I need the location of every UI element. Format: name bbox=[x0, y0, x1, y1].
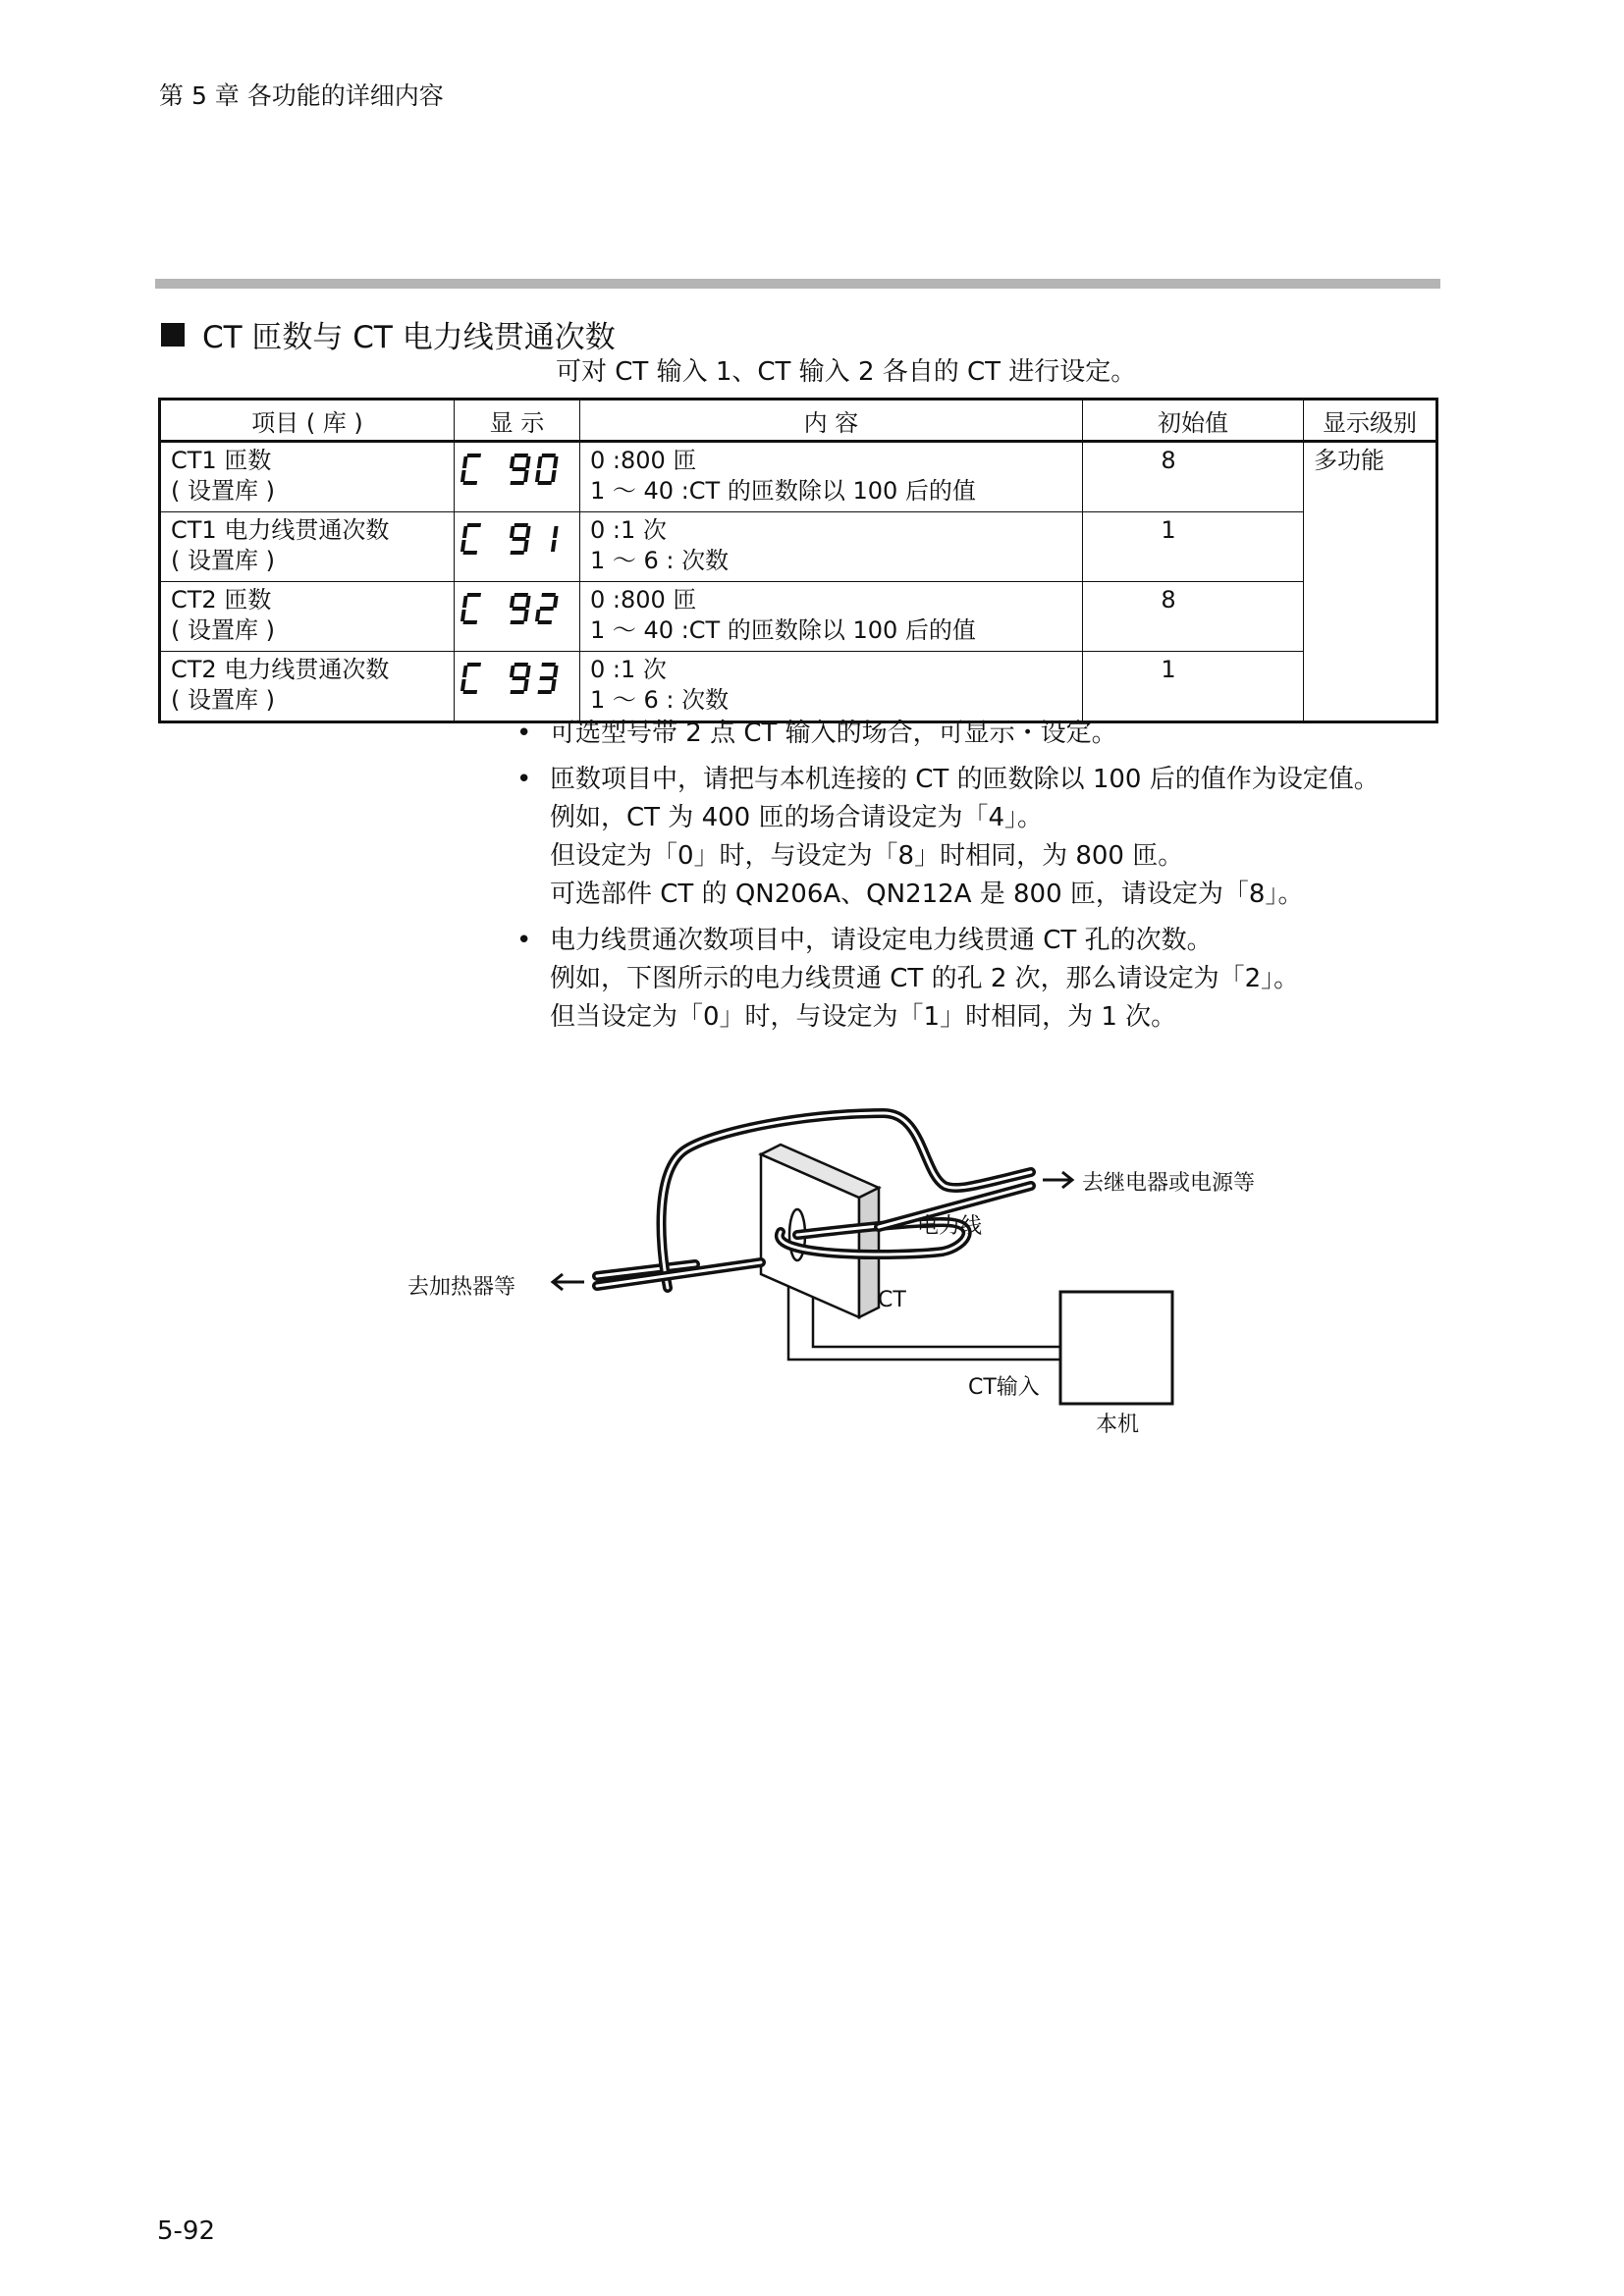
initial-value-cell: 8 bbox=[1083, 582, 1304, 652]
section-title-text: CT 匝数与 CT 电力线贯通次数 bbox=[202, 320, 616, 355]
segment-bar bbox=[551, 679, 557, 691]
header-initial: 初始值 bbox=[1083, 400, 1304, 442]
table-header-row bbox=[160, 400, 1437, 442]
content-line-1: 0 :1 次 bbox=[590, 516, 667, 544]
controller-unit-box bbox=[1060, 1292, 1172, 1404]
content-cell bbox=[580, 512, 1083, 582]
segment-bar bbox=[460, 610, 466, 621]
segment-bar bbox=[525, 526, 531, 538]
item-bank: ( 设置库 ) bbox=[171, 547, 275, 574]
segment-bar bbox=[525, 456, 531, 468]
label-to-heater: 去加热器等 bbox=[407, 1275, 516, 1300]
segment-bar bbox=[511, 551, 525, 555]
segment-bar bbox=[538, 690, 553, 694]
segment-digit bbox=[460, 663, 481, 694]
segment-bar bbox=[462, 666, 468, 677]
ct-wiring-diagram bbox=[393, 1090, 1316, 1453]
segment-digit bbox=[535, 593, 559, 624]
table-row bbox=[160, 442, 1437, 512]
segment-bar bbox=[463, 690, 478, 694]
note-item bbox=[513, 715, 1380, 753]
segment-bar bbox=[523, 470, 529, 482]
segment-bar bbox=[538, 620, 553, 624]
label-to-relay: 去继电器或电源等 bbox=[1082, 1171, 1256, 1196]
table-row bbox=[160, 512, 1437, 582]
segment-bar bbox=[466, 593, 481, 597]
segment-bar bbox=[512, 676, 526, 680]
label-ct-input: CT输入 bbox=[968, 1375, 1040, 1400]
segment-bar bbox=[553, 526, 559, 538]
header-item: 项目 ( 库 ) bbox=[160, 400, 455, 442]
segment-bar bbox=[511, 620, 525, 624]
section-intro: 可对 CT 输入 1、CT 输入 2 各自的 CT 进行设定。 bbox=[556, 357, 1137, 387]
segment-bar bbox=[525, 666, 531, 677]
note-line: 可选型号带 2 点 CT 输入的场合，可显示・设定。 bbox=[550, 719, 1117, 748]
segment-bar bbox=[463, 551, 478, 555]
content-cell bbox=[580, 442, 1083, 512]
item-name: CT2 匝数 bbox=[171, 586, 272, 614]
notes-list bbox=[513, 715, 1380, 1044]
header-level: 显示级别 bbox=[1304, 400, 1437, 442]
note-bullet: • bbox=[516, 719, 532, 748]
content-line-2: 1 ～ 6 : 次数 bbox=[590, 686, 730, 714]
content-line-1: 0 :800 匝 bbox=[590, 447, 697, 474]
page-number: 5-92 bbox=[157, 2216, 216, 2246]
segment-bar bbox=[523, 610, 529, 621]
segment-bar bbox=[512, 467, 526, 471]
initial-value-cell: 1 bbox=[1083, 512, 1304, 582]
segment-bar bbox=[514, 593, 528, 597]
segment-bar bbox=[523, 540, 529, 552]
segment-display bbox=[459, 518, 567, 560]
segment-bar bbox=[541, 593, 556, 597]
item-bank: ( 设置库 ) bbox=[171, 477, 275, 505]
segment-bar bbox=[460, 540, 466, 552]
segment-digit bbox=[551, 526, 559, 552]
segment-bar bbox=[541, 454, 556, 457]
note-line: 可选部件 CT 的 QN206A、QN212A 是 800 匝，请设定为「8」。 bbox=[550, 880, 1304, 909]
header-content: 内 容 bbox=[580, 400, 1083, 442]
segment-digit bbox=[508, 454, 531, 485]
segment-bar bbox=[551, 540, 557, 552]
segment-display bbox=[459, 449, 567, 490]
parameter-table bbox=[158, 398, 1438, 723]
item-cell bbox=[160, 512, 455, 582]
initial-value-cell: 1 bbox=[1083, 652, 1304, 722]
table-row bbox=[160, 582, 1437, 652]
segment-bar bbox=[535, 470, 541, 482]
segment-digit bbox=[460, 523, 481, 555]
item-name: CT2 电力线贯通次数 bbox=[171, 656, 390, 683]
segment-digit bbox=[460, 593, 481, 624]
content-line-2: 1 ～ 40 :CT 的匝数除以 100 后的值 bbox=[590, 477, 976, 505]
segment-digit bbox=[535, 454, 559, 485]
segment-bar bbox=[466, 454, 481, 457]
segment-bar bbox=[466, 523, 481, 527]
segment-bar bbox=[523, 679, 529, 691]
segment-bar bbox=[462, 456, 468, 468]
content-cell bbox=[580, 582, 1083, 652]
segment-bar bbox=[525, 596, 531, 608]
segment-bar bbox=[514, 454, 528, 457]
note-line: 电力线贯通次数项目中，请设定电力线贯通 CT 孔的次数。 bbox=[550, 926, 1213, 955]
note-bullet: • bbox=[516, 765, 532, 794]
item-bank: ( 设置库 ) bbox=[171, 686, 275, 714]
segment-bar bbox=[512, 607, 526, 611]
segment-digit bbox=[508, 593, 531, 624]
square-bullet-icon bbox=[161, 323, 185, 347]
content-line-1: 0 :800 匝 bbox=[590, 586, 697, 614]
segment-bar bbox=[462, 596, 468, 608]
note-line: 但设定为「0」时，与设定为「8」时相同，为 800 匝。 bbox=[550, 841, 1184, 871]
segment-bar bbox=[553, 456, 559, 468]
label-ct: CT bbox=[878, 1288, 906, 1312]
label-unit: 本机 bbox=[1096, 1413, 1140, 1437]
segment-bar bbox=[511, 690, 525, 694]
item-cell bbox=[160, 652, 455, 722]
wiring-drawing bbox=[393, 1090, 1316, 1453]
chapter-header: 第 5 章 各功能的详细内容 bbox=[159, 81, 444, 110]
section-divider bbox=[155, 279, 1440, 289]
note-item bbox=[513, 922, 1380, 1037]
segment-bar bbox=[462, 526, 468, 538]
segment-bar bbox=[538, 481, 553, 485]
segment-bar bbox=[539, 676, 554, 680]
segment-digit bbox=[508, 663, 531, 694]
segment-bar bbox=[466, 663, 481, 667]
segment-bar bbox=[553, 666, 559, 677]
segment-bar bbox=[551, 470, 557, 482]
label-power-line: 电力线 bbox=[917, 1214, 983, 1239]
content-cell bbox=[580, 652, 1083, 722]
content-line-2: 1 ～ 40 :CT 的匝数除以 100 后的值 bbox=[590, 616, 976, 644]
segment-bar bbox=[510, 456, 515, 468]
display-cell bbox=[455, 582, 580, 652]
segment-bar bbox=[463, 481, 478, 485]
segment-bar bbox=[541, 663, 556, 667]
display-cell bbox=[455, 512, 580, 582]
note-line: 但当设定为「0」时，与设定为「1」时相同，为 1 次。 bbox=[550, 1002, 1177, 1032]
display-level-cell: 多功能 bbox=[1304, 442, 1437, 722]
segment-digit bbox=[508, 523, 531, 555]
note-bullet: • bbox=[516, 926, 532, 955]
segment-bar bbox=[553, 596, 559, 608]
content-line-1: 0 :1 次 bbox=[590, 656, 667, 683]
item-name: CT1 电力线贯通次数 bbox=[171, 516, 390, 544]
table-row bbox=[160, 652, 1437, 722]
segment-bar bbox=[535, 610, 541, 621]
segment-bar bbox=[539, 607, 554, 611]
segment-display bbox=[459, 658, 567, 699]
note-item bbox=[513, 761, 1380, 914]
segment-bar bbox=[514, 663, 528, 667]
note-line: 例如，CT 为 400 匝的场合请设定为「4」。 bbox=[550, 803, 1043, 832]
segment-bar bbox=[511, 481, 525, 485]
segment-display bbox=[459, 588, 567, 629]
header-display: 显 示 bbox=[455, 400, 580, 442]
item-cell bbox=[160, 442, 455, 512]
segment-digit bbox=[460, 454, 481, 485]
segment-bar bbox=[460, 470, 466, 482]
segment-bar bbox=[510, 526, 515, 538]
segment-bar bbox=[537, 456, 543, 468]
section-title bbox=[161, 312, 616, 356]
item-bank: ( 设置库 ) bbox=[171, 616, 275, 644]
segment-bar bbox=[510, 596, 515, 608]
display-cell bbox=[455, 442, 580, 512]
initial-value-cell: 8 bbox=[1083, 442, 1304, 512]
segment-bar bbox=[460, 679, 466, 691]
arrow-right-icon bbox=[1043, 1172, 1072, 1188]
item-cell bbox=[160, 582, 455, 652]
segment-bar bbox=[510, 666, 515, 677]
display-cell bbox=[455, 652, 580, 722]
segment-bar bbox=[512, 537, 526, 541]
note-line: 例如，下图所示的电力线贯通 CT 的孔 2 次，那么请设定为「2」。 bbox=[550, 964, 1300, 993]
content-line-2: 1 ～ 6 : 次数 bbox=[590, 547, 730, 574]
note-line: 匝数项目中，请把与本机连接的 CT 的匝数除以 100 后的值作为设定值。 bbox=[550, 765, 1380, 794]
segment-bar bbox=[463, 620, 478, 624]
segment-digit bbox=[538, 663, 559, 694]
segment-bar bbox=[514, 523, 528, 527]
arrow-left-icon bbox=[553, 1274, 584, 1290]
item-name: CT1 匝数 bbox=[171, 447, 272, 474]
